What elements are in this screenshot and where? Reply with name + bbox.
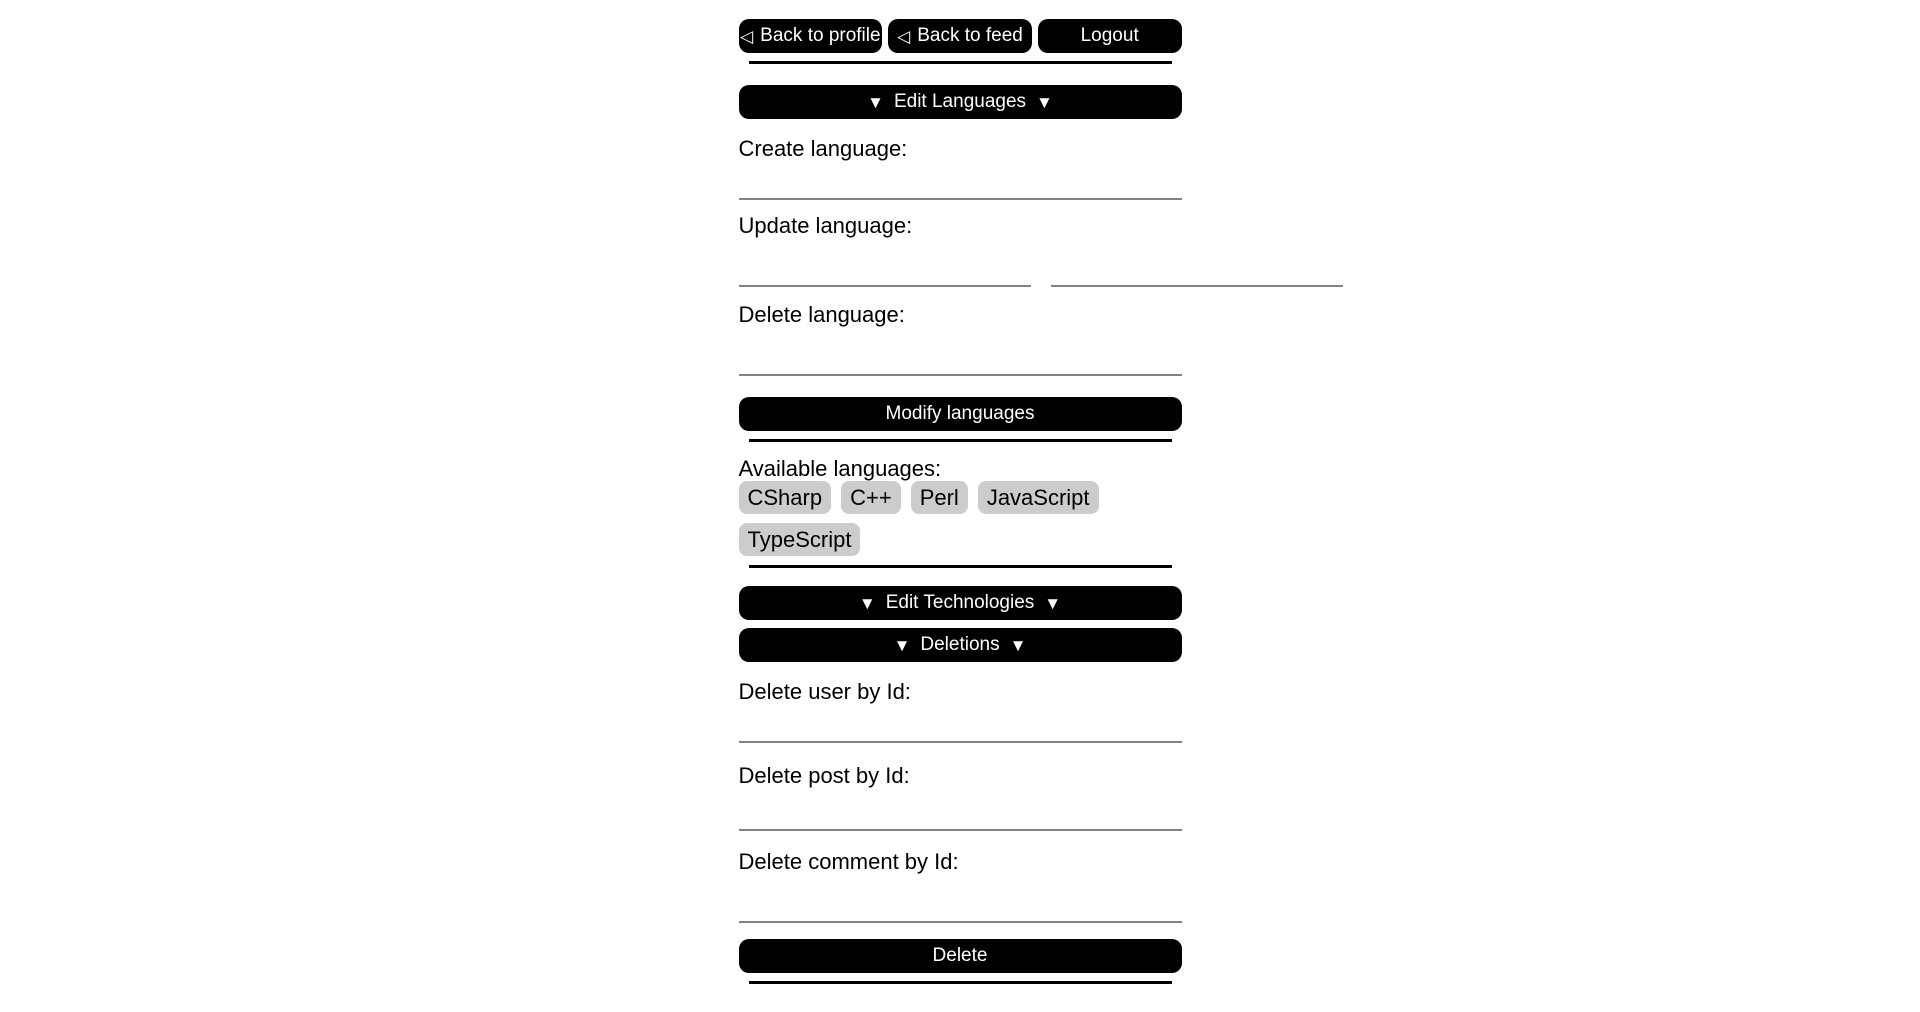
modify-languages-label: Modify languages <box>885 403 1035 424</box>
delete-language-label: Delete language: <box>738 302 905 327</box>
delete-language-input[interactable] <box>739 328 1182 376</box>
triangle-left-icon: ◁ <box>897 26 911 46</box>
edit-languages-label: Edit Languages <box>893 91 1027 112</box>
delete-user-label: Delete user by Id: <box>738 679 911 704</box>
update-language-new-input[interactable] <box>1051 239 1343 287</box>
language-chip[interactable]: TypeScript <box>739 523 861 556</box>
update-language-inputs <box>739 239 1182 287</box>
nav-buttons <box>739 19 1182 53</box>
delete-comment-label: Delete comment by Id: <box>738 849 959 874</box>
delete-post-input[interactable] <box>739 789 1182 831</box>
edit-technologies-toggle[interactable] <box>739 586 1182 620</box>
admin-panel <box>739 0 1182 984</box>
back-to-feed-button[interactable] <box>888 19 1032 53</box>
create-language-input[interactable] <box>739 162 1182 200</box>
update-language-label: Update language: <box>738 213 913 238</box>
section-divider <box>749 981 1172 984</box>
section-divider <box>749 61 1172 64</box>
available-languages-label: Available languages: <box>738 456 942 481</box>
available-languages-list <box>739 481 1182 556</box>
chevron-down-icon: ▼ <box>867 92 884 112</box>
delete-post-label: Delete post by Id: <box>738 763 910 788</box>
deletions-label: Deletions <box>920 634 1000 655</box>
delete-button-label: Delete <box>932 945 988 966</box>
back-to-feed-label: Back to feed <box>917 25 1023 46</box>
chevron-down-icon: ▼ <box>1036 92 1053 112</box>
language-chip[interactable]: CSharp <box>739 481 832 514</box>
update-language-old-input[interactable] <box>739 239 1031 287</box>
deletions-toggle[interactable] <box>739 628 1182 662</box>
section-divider <box>749 439 1172 442</box>
create-language-label: Create language: <box>738 136 908 161</box>
language-chip[interactable]: JavaScript <box>978 481 1099 514</box>
modify-languages-button[interactable] <box>739 397 1182 431</box>
delete-comment-input[interactable] <box>739 875 1182 923</box>
logout-button[interactable] <box>1038 19 1182 53</box>
language-chip[interactable]: C++ <box>841 481 901 514</box>
section-divider <box>749 565 1172 568</box>
chevron-down-icon: ▼ <box>1044 593 1062 613</box>
triangle-left-icon: ◁ <box>740 26 754 46</box>
language-chip[interactable]: Perl <box>911 481 968 514</box>
chevron-down-icon: ▼ <box>893 635 911 655</box>
edit-languages-toggle[interactable] <box>739 85 1182 119</box>
edit-technologies-label: Edit Technologies <box>885 592 1035 613</box>
chevron-down-icon: ▼ <box>858 593 876 613</box>
delete-user-input[interactable] <box>739 705 1182 743</box>
back-to-profile-label: Back to profile <box>760 25 881 46</box>
back-to-profile-button[interactable] <box>739 19 883 53</box>
delete-button[interactable] <box>739 939 1182 973</box>
chevron-down-icon: ▼ <box>1009 635 1027 655</box>
logout-label: Logout <box>1080 25 1139 46</box>
